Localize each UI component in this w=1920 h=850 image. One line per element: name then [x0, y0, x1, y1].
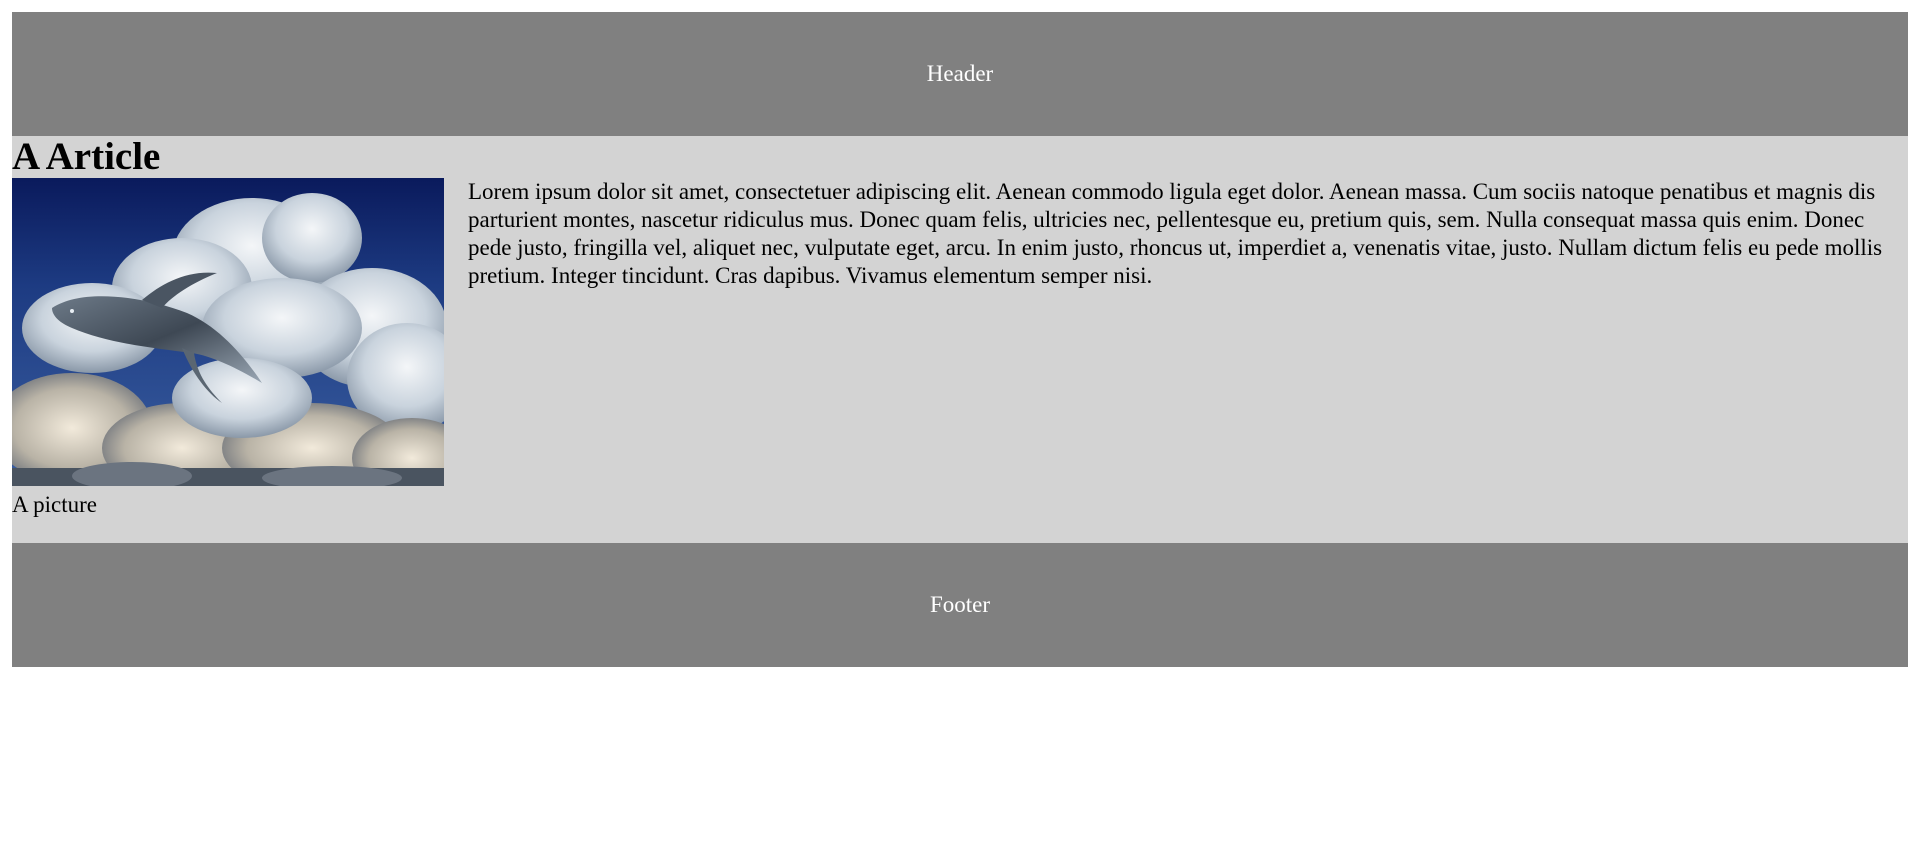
- footer-label: Footer: [929, 592, 991, 617]
- article-body: Lorem ipsum dolor sit amet, consectetuer adipiscing elit. Aenean commodo ligula eget dolor. Aenean massa. Cum sociis natoque penatibus et magnis dis parturient montes, nascetur ridiculus mus. Donec quam felis, ultricies nec, pellentesque eu, pretium quis, sem. Nulla consequat massa quis enim. Donec pede justo, fringilla vel, aliquet nec, vulputate eget, arcu. In enim justo, rhoncus ut, imperdiet a, venenatis vitae, justo. Nullam dictum felis eu pede mollis pretium. Integer tincidunt. Cras dapibus. Vivamus elementum semper nisi.: [468, 179, 1883, 288]
- article: [12, 136, 1908, 543]
- page: [12, 12, 1908, 667]
- article-figure: [12, 178, 444, 519]
- footer: [12, 543, 1908, 667]
- article-title: A Article: [12, 135, 161, 178]
- header-label: Header: [926, 61, 994, 86]
- figure-caption: A picture: [12, 492, 97, 517]
- header: [12, 12, 1908, 136]
- article-picture: [12, 178, 444, 486]
